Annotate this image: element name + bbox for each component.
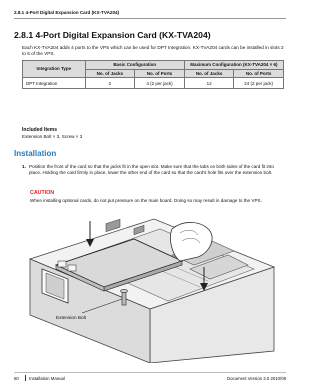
header-integration-type: Integration Type (23, 61, 86, 78)
step-number: 1. (22, 164, 26, 169)
cell-max-ports: 24 (2 per jack) (234, 78, 284, 89)
step-text: Position the front of the card so that the jacks fit in the open slot. Make sure that the tabs on both sides of the card fit into place. Holding the card firmly in place, lower the other end of the card so that the card's hole fits over the extension bolt. (29, 164, 274, 176)
document-version: Document Version 3.0 2010/08 (226, 376, 286, 381)
caution-heading: CAUTION (30, 190, 55, 196)
header-rule (14, 18, 286, 19)
cell-basic-jacks: 2 (85, 78, 135, 89)
installation-heading: Installation (14, 149, 57, 158)
extension-bolt-callout: Extension Bolt (56, 315, 86, 320)
footer-divider (25, 375, 26, 381)
section-title: 2.8.1 4-Port Digital Expansion Card (KX-TVA204) (14, 30, 211, 40)
cell-basic-ports: 4 (2 per jack) (135, 78, 185, 89)
footer-rule (14, 372, 286, 373)
header-basic-configuration: Basic Configuration (85, 61, 184, 70)
included-items-heading: Included Items (22, 127, 58, 133)
port-configuration-table (22, 60, 284, 89)
card-installation-illustration (22, 215, 286, 363)
header-max-ports: No. of Ports (234, 69, 284, 78)
table-row (23, 78, 284, 89)
header-maximum-configuration: Maximum Configuration (KX-TVA204 × 6) (184, 61, 283, 70)
manual-title: Installation Manual (29, 376, 65, 381)
page-number: 60 (14, 376, 19, 381)
caution-text: When installing optional cards, do not put pressure on the main board. Doing so may result in damage to the VPS. (30, 198, 262, 203)
cell-max-jacks: 12 (184, 78, 234, 89)
header-basic-jacks: No. of Jacks (85, 69, 135, 78)
intro-paragraph: Each KX-TVA204 adds 4 ports to the VPS which can be used for DPT Integration. KX-TVA204 cards can be installed in slots 2 to 6 of the VPS. (22, 45, 284, 57)
cell-integration-type: DPT Integration (23, 78, 86, 89)
running-header: 2.8.1 4-Port Digital Expansion Card (KX-TVA204) (14, 10, 120, 15)
included-items-text: Extension Bolt × 3, Screw × 3 (22, 134, 83, 139)
header-max-jacks: No. of Jacks (184, 69, 234, 78)
header-basic-ports: No. of Ports (135, 69, 185, 78)
